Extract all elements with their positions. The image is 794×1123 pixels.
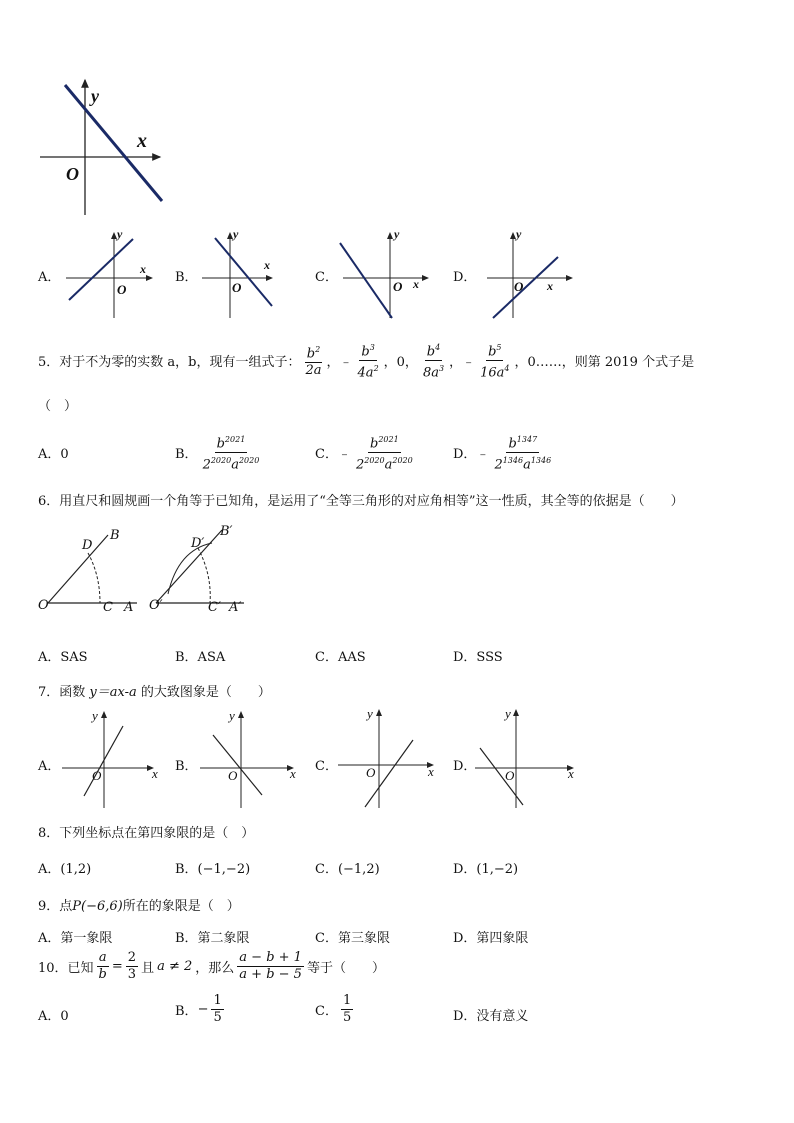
q5-paren: （ ） [38, 399, 78, 414]
q4-option-a-label[interactable]: A． [38, 270, 61, 285]
q4-a-x-label: x [140, 262, 146, 276]
q9-option-a[interactable]: A．第一象限 [38, 931, 113, 946]
q4-c-x-label: x [413, 277, 419, 291]
q6-fig1-B: B [110, 528, 120, 543]
q4-option-c-label[interactable]: C． [315, 270, 338, 285]
q7-option-d-label[interactable]: D． [453, 759, 477, 774]
q7-a-y-label: y [92, 708, 98, 723]
q7-d-x-label: x [568, 766, 574, 781]
q6-fig2-B: B′ [220, 524, 233, 539]
q6-fig1-O: O [38, 598, 49, 613]
q7-graph-b [200, 712, 293, 808]
q5-prefix: 5．对于不为零的实数 a，b，现有一组式子： [38, 355, 301, 371]
q7-option-c-label[interactable]: C． [315, 759, 338, 774]
q5-term-2: $\frac{b^3}{4a^2}$ [356, 340, 381, 382]
q4-a-origin-label: O [117, 282, 127, 297]
q10-option-d[interactable]: D．没有意义 [453, 1009, 529, 1024]
q4-b-y-label: y [233, 227, 239, 241]
q5-suffix: ，0……，则第 2019 个式子是 [514, 355, 695, 371]
q6-fig2-C: C′ [208, 600, 221, 615]
question-9: 9．点P(−6,6)所在的象限是（ ） [38, 899, 240, 914]
q7-c-y-label: y [367, 706, 373, 721]
top-y-label: y [91, 86, 99, 106]
q8-option-c[interactable]: C．(−1,2) [315, 862, 380, 877]
q8-option-d[interactable]: D．(1,−2) [453, 862, 519, 877]
q6-fig2-D: D′ [191, 536, 205, 551]
q7-b-x-label: x [290, 766, 296, 781]
q4-a-y-label: y [117, 227, 123, 241]
q7-option-b-label[interactable]: B． [175, 759, 198, 774]
q4-d-y-label: y [516, 227, 522, 241]
q7-d-y-label: y [505, 706, 511, 721]
q8-option-a[interactable]: A．(1,2) [38, 862, 92, 877]
q6-option-c[interactable]: C．AAS [315, 650, 366, 665]
q7-graph-c [338, 710, 433, 808]
q5-option-a[interactable]: A．0 [38, 447, 69, 462]
q4-d-x-label: x [547, 279, 553, 293]
q5-sep-1: ，﹣ [326, 355, 353, 371]
q6-fig1-C: C [103, 600, 113, 615]
q6-option-b[interactable]: B．ASA [175, 650, 226, 665]
q7-c-x-label: x [428, 764, 434, 779]
q4-option-d-label[interactable]: D． [453, 270, 477, 285]
q6-option-a[interactable]: A．SAS [38, 650, 88, 665]
q4-option-b-label[interactable]: B． [175, 270, 198, 285]
q5-term-1: $\frac{b^2}{2a}$ [303, 342, 323, 379]
question-8: 8．下列坐标点在第四象限的是（ ） [38, 826, 255, 841]
q7-a-x-label: x [152, 766, 158, 781]
q9-option-d[interactable]: D．第四象限 [453, 931, 529, 946]
question-6: 6．用直尺和圆规画一个角等于已知角，是运用了“全等三角形的对应角相等”这一性质，其全等的依据是（ ） [38, 494, 684, 509]
q4-d-origin-label: O [514, 279, 524, 294]
q9-option-b[interactable]: B．第二象限 [175, 931, 250, 946]
q7-d-origin-label: O [505, 768, 515, 783]
q10-option-c[interactable]: C． $\frac{1}{5}$ [315, 993, 352, 1025]
q7-graph-a [62, 712, 153, 808]
q6-option-d[interactable]: D．SSS [453, 650, 503, 665]
q6-fig2-A: A′ [229, 600, 242, 615]
q7-a-origin-label: O [92, 768, 102, 783]
q10-option-a[interactable]: A．0 [38, 1009, 69, 1024]
q5-term-4: $\frac{b^5}{16a^4}$ [478, 340, 511, 382]
q8-option-b[interactable]: B．(−1,−2) [175, 862, 251, 877]
q5-sep-2: ，0， [383, 355, 418, 371]
q5-sep-3: ，﹣ [449, 355, 476, 371]
q5-option-b[interactable]: B． $\frac{b^{2021}}{2^{2020}a^{2020}}$ [175, 432, 264, 474]
q10-option-b[interactable]: B． − $\frac{1}{5}$ [175, 993, 222, 1025]
q9-option-c[interactable]: C．第三象限 [315, 931, 390, 946]
q5-option-d[interactable]: D．﹣ $\frac{b^{1347}}{2^{1346}a^{1346}}$ [453, 432, 556, 474]
q7-formula: y＝ax-a [89, 685, 137, 700]
question-7: 7．函数 y＝ax-a 的大致图象是（ ） [38, 685, 271, 700]
q9-point: P(−6,6) [72, 899, 123, 914]
q6-fig2-O: O′ [149, 598, 163, 613]
q7-option-a-label[interactable]: A． [38, 759, 61, 774]
q6-fig1-D: D [82, 538, 93, 553]
q4-b-origin-label: O [232, 280, 242, 295]
q7-b-y-label: y [229, 708, 235, 723]
q4-c-origin-label: O [393, 279, 403, 294]
q4-b-x-label: x [264, 258, 270, 272]
q5-term-3: $\frac{b^4}{8a^3}$ [421, 340, 446, 382]
q4-c-y-label: y [394, 227, 400, 241]
q6-fig1-A: A [124, 600, 134, 615]
top-origin-label: O [66, 164, 79, 184]
q7-graph-d [475, 710, 573, 808]
q7-b-origin-label: O [228, 768, 238, 783]
q5-option-c[interactable]: C．﹣ $\frac{b^{2021}}{2^{2020}a^{2020}}$ [315, 432, 418, 474]
top-x-label: x [137, 130, 147, 152]
question-10: 10．已知 $\frac{a}{b}$ = $\frac{2}{3}$ 且 a ≠ 2 ，那么 $\frac{a - b + 1}{a + b - 5}$ 等于（ ） [38, 950, 385, 982]
q7-c-origin-label: O [366, 765, 376, 780]
